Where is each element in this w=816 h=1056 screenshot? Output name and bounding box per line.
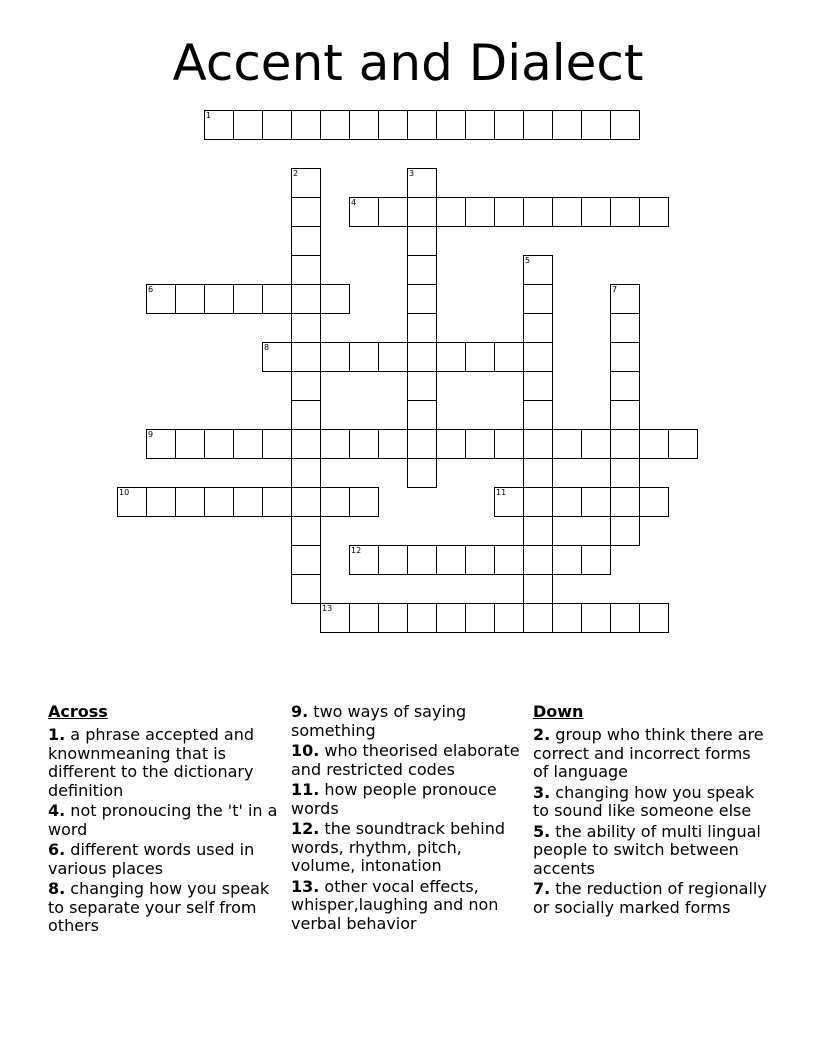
grid-cell[interactable] [204,487,234,517]
grid-cell[interactable] [523,110,553,140]
clue-item [291,878,527,934]
grid-cell[interactable] [436,603,466,633]
clue-item-text: other vocal effects, whisper,laughing and non verbal behavior [291,876,499,933]
grid-cell[interactable] [494,603,524,633]
clue-item-text: group who think there are correct and incorrect forms of language [533,725,764,781]
grid-cell[interactable] [320,284,350,314]
grid-cell[interactable] [349,429,379,459]
grid-cell[interactable] [639,487,669,517]
clue-item-text: how people pronouce words [291,780,497,818]
across-clues-column-continued [291,703,527,935]
clue-number: 7 [612,285,618,294]
grid-cell[interactable] [204,284,234,314]
clue-item [533,726,769,782]
grid-cell[interactable] [581,545,611,575]
clue-item-number: 10. [291,741,320,760]
clue-number: 5 [525,256,531,265]
grid-cell[interactable] [581,429,611,459]
grid-cell[interactable] [465,603,495,633]
clue-item-text: the ability of multi lingual people to switch between accents [533,821,761,878]
grid-cell[interactable] [349,487,379,517]
clue-number: 4 [351,198,357,207]
grid-cell[interactable] [291,168,321,198]
clue-item [48,841,284,878]
grid-cell[interactable] [407,429,437,459]
grid-cell[interactable] [610,458,640,488]
clue-item-text: who theorised elaborate and restricted codes [291,741,520,779]
grid-cell[interactable] [407,545,437,575]
clue-number: 6 [148,285,154,294]
clue-item [533,880,769,917]
grid-cell[interactable] [639,603,669,633]
grid-cell[interactable] [581,110,611,140]
clue-item [48,726,284,800]
grid-cell[interactable] [349,197,379,227]
grid-cell[interactable] [320,342,350,372]
grid-cell[interactable] [291,429,321,459]
grid-cell[interactable] [610,313,640,343]
grid-cell[interactable] [146,284,176,314]
grid-cell[interactable] [204,110,234,140]
grid-cell[interactable] [378,429,408,459]
grid-cell[interactable] [175,429,205,459]
grid-cell[interactable] [610,284,640,314]
clue-number: 2 [293,169,299,178]
clue-number: 9 [148,430,154,439]
grid-cell[interactable] [407,458,437,488]
grid-cell[interactable] [378,197,408,227]
grid-cell[interactable] [291,226,321,256]
clue-number: 12 [351,546,362,555]
clue-number: 1 [206,111,212,120]
clue-item-number: 12. [291,819,320,838]
grid-cell[interactable] [407,197,437,227]
grid-cell[interactable] [668,429,698,459]
clue-item-text: the soundtrack behind words, rhythm, pitch, volume, intonation [291,819,506,875]
grid-cell[interactable] [523,603,553,633]
grid-cell[interactable] [291,342,321,372]
grid-cell[interactable] [610,400,640,430]
grid-cell[interactable] [436,110,466,140]
grid-cell[interactable] [349,603,379,633]
grid-cell[interactable] [610,110,640,140]
clue-item [533,823,769,879]
clue-number: 3 [409,169,415,178]
clue-item-text: not pronoucing the 't' in a word [48,801,278,839]
clue-item [48,880,284,936]
grid-cell[interactable] [378,110,408,140]
grid-cell[interactable] [378,603,408,633]
clue-item-text: two ways of saying something [291,702,467,740]
grid-cell[interactable] [494,342,524,372]
grid-cell[interactable] [349,110,379,140]
clue-item-number: 3. [533,782,551,802]
grid-cell[interactable] [523,487,553,517]
grid-cell[interactable] [291,400,321,430]
clue-item [291,781,527,818]
grid-cell[interactable] [465,545,495,575]
grid-cell[interactable] [349,342,379,372]
clue-item-number: 11. [291,780,320,799]
grid-cell[interactable] [523,342,553,372]
clue-item-number: 6. [48,840,66,859]
grid-cell[interactable] [523,458,553,488]
grid-cell[interactable] [523,574,553,604]
grid-cell[interactable] [436,342,466,372]
grid-cell[interactable] [581,487,611,517]
clue-item-number: 4. [48,801,66,820]
clue-item [291,703,527,740]
grid-cell[interactable] [523,197,553,227]
grid-cell[interactable] [465,197,495,227]
grid-cell[interactable] [407,110,437,140]
grid-cell[interactable] [494,429,524,459]
clue-number: 10 [119,488,130,497]
grid-cell[interactable] [233,429,263,459]
grid-cell[interactable] [291,255,321,285]
grid-cell[interactable] [610,342,640,372]
grid-cell[interactable] [320,110,350,140]
grid-cell[interactable] [407,400,437,430]
grid-cell[interactable] [204,429,234,459]
grid-cell[interactable] [320,429,350,459]
grid-cell[interactable] [552,429,582,459]
grid-cell[interactable] [378,342,408,372]
grid-cell[interactable] [291,284,321,314]
grid-cell[interactable] [291,574,321,604]
grid-cell[interactable] [262,284,292,314]
grid-cell[interactable] [233,487,263,517]
clue-item-text: changing how you speak to sound like someone else [533,782,755,820]
across-clues-column [48,703,284,938]
grid-cell[interactable] [552,603,582,633]
grid-cell[interactable] [291,487,321,517]
grid-cell[interactable] [523,255,553,285]
grid-cell[interactable] [436,197,466,227]
grid-cell[interactable] [291,197,321,227]
puzzle-title: Accent and Dialect [172,34,644,92]
grid-cell[interactable] [610,603,640,633]
grid-cell[interactable] [610,516,640,546]
grid-cell[interactable] [494,197,524,227]
grid-cell[interactable] [639,197,669,227]
grid-cell[interactable] [320,487,350,517]
grid-cell[interactable] [291,458,321,488]
grid-cell[interactable] [117,487,147,517]
clue-item-text: different words used in various places [48,840,255,878]
grid-cell[interactable] [233,284,263,314]
grid-cell[interactable] [349,545,379,575]
grid-cell[interactable] [262,429,292,459]
grid-cell[interactable] [262,110,292,140]
grid-cell[interactable] [407,226,437,256]
clue-item-number: 2. [533,725,551,744]
grid-cell[interactable] [552,110,582,140]
grid-cell[interactable] [494,545,524,575]
grid-cell[interactable] [407,255,437,285]
grid-cell[interactable] [494,487,524,517]
clue-item-number: 5. [533,821,551,841]
clue-item [48,802,284,839]
clue-number: 11 [496,488,507,497]
grid-cell[interactable] [291,545,321,575]
down-heading: Down [533,702,584,721]
grid-cell[interactable] [146,487,176,517]
grid-cell[interactable] [175,487,205,517]
grid-cell[interactable] [523,371,553,401]
clue-item [291,820,527,876]
grid-cell[interactable] [407,342,437,372]
grid-cell[interactable] [465,342,495,372]
grid-cell[interactable] [436,545,466,575]
grid-cell[interactable] [523,313,553,343]
grid-cell[interactable] [523,516,553,546]
grid-cell[interactable] [494,110,524,140]
grid-cell[interactable] [523,400,553,430]
grid-cell[interactable] [407,603,437,633]
grid-cell[interactable] [262,342,292,372]
clue-item-number: 8. [48,879,66,898]
clue-item [533,784,769,821]
grid-cell[interactable] [291,313,321,343]
grid-cell[interactable] [552,197,582,227]
grid-cell[interactable] [552,487,582,517]
grid-cell[interactable] [146,429,176,459]
clue-item-number: 9. [291,702,309,721]
clue-item-number: 13. [291,876,320,896]
grid-cell[interactable] [610,197,640,227]
grid-cell[interactable] [291,516,321,546]
grid-cell[interactable] [291,110,321,140]
clue-item [291,742,527,779]
grid-cell[interactable] [581,197,611,227]
grid-cell[interactable] [320,603,350,633]
clue-item-number: 1. [48,725,66,744]
clue-number: 8 [264,343,270,352]
grid-cell[interactable] [407,168,437,198]
grid-cell[interactable] [233,110,263,140]
grid-cell[interactable] [407,371,437,401]
across-heading: Across [48,702,108,721]
grid-cell[interactable] [610,487,640,517]
grid-cell[interactable] [523,429,553,459]
grid-cell[interactable] [407,313,437,343]
grid-cell[interactable] [465,110,495,140]
grid-cell[interactable] [378,545,408,575]
clue-item-text: the reduction of regionally or socially marked forms [533,879,767,917]
grid-cell[interactable] [523,284,553,314]
grid-cell[interactable] [175,284,205,314]
down-clues-column [533,703,769,919]
grid-cell[interactable] [291,371,321,401]
grid-cell[interactable] [610,429,640,459]
grid-cell[interactable] [639,429,669,459]
clue-item-number: 7. [533,879,551,898]
clue-item-text: a phrase accepted and knownmeaning that is different to the dictionary definition [48,725,254,800]
grid-cell[interactable] [581,603,611,633]
clue-number: 13 [322,604,333,613]
grid-cell[interactable] [262,487,292,517]
grid-cell[interactable] [523,545,553,575]
grid-cell[interactable] [465,429,495,459]
grid-cell[interactable] [610,371,640,401]
grid-cell[interactable] [552,545,582,575]
clue-item-text: changing how you speak to separate your self from others [48,879,270,935]
grid-cell[interactable] [407,284,437,314]
grid-cell[interactable] [436,429,466,459]
